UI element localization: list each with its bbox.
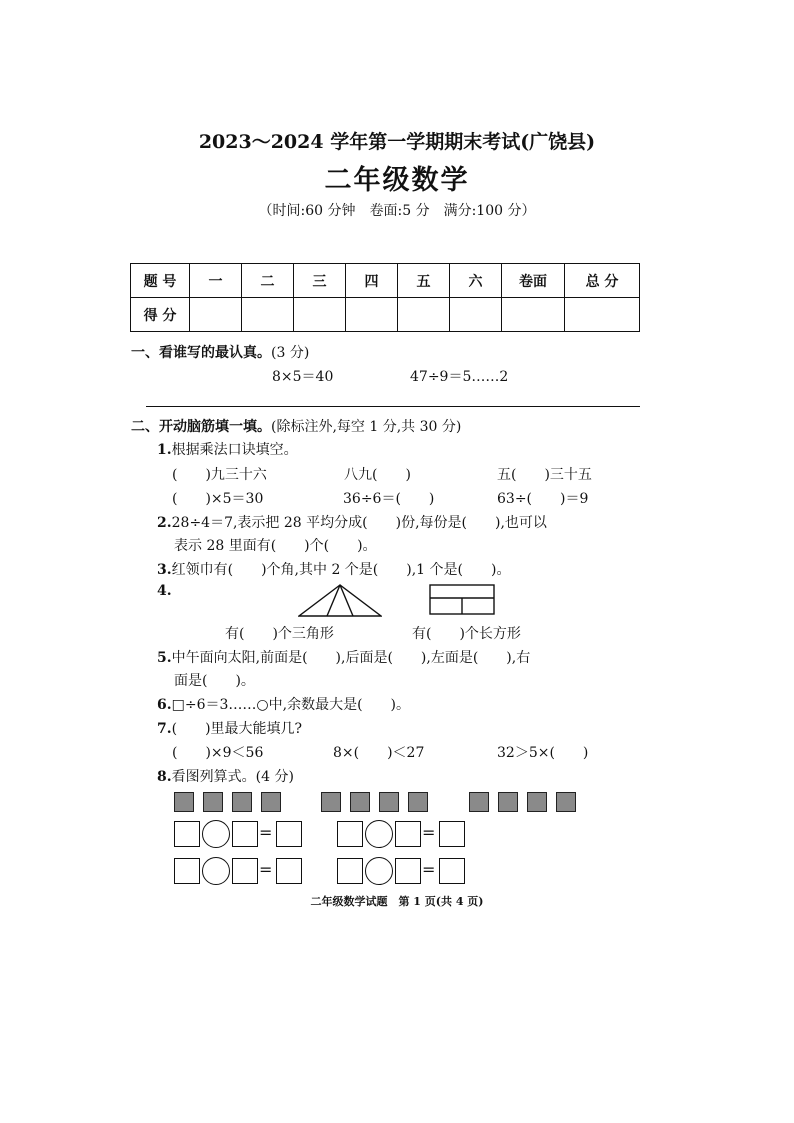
- picture-block: [174, 792, 194, 812]
- q8-number: 8.: [157, 769, 172, 785]
- q1-blank[interactable]: ( )九三十六: [172, 467, 267, 483]
- score-cell[interactable]: [565, 298, 640, 332]
- picture-block: [498, 792, 518, 812]
- score-cell[interactable]: [450, 298, 502, 332]
- equals-sign: =: [422, 823, 436, 842]
- score-cell[interactable]: [502, 298, 565, 332]
- answer-box[interactable]: [276, 821, 302, 847]
- score-header-cell: 二: [242, 264, 294, 298]
- q6-text[interactable]: □÷6＝3……○中,余数最大是( )。: [171, 697, 410, 713]
- equals-sign: =: [259, 860, 273, 879]
- section2-note: (除标注外,每空 1 分,共 30 分): [271, 419, 462, 435]
- answer-box[interactable]: [439, 858, 465, 884]
- q1-blank[interactable]: 36÷6＝( ): [343, 491, 435, 507]
- score-cell[interactable]: [398, 298, 450, 332]
- q5-number: 5.: [157, 650, 172, 666]
- score-header-cell: 总 分: [565, 264, 640, 298]
- q7-text: ( )里最大能填几?: [171, 721, 303, 737]
- picture-block: [350, 792, 370, 812]
- picture-block: [556, 792, 576, 812]
- score-cell[interactable]: [190, 298, 242, 332]
- q5-line2[interactable]: 面是( )。: [174, 673, 255, 689]
- equals-sign: =: [259, 823, 273, 842]
- section1-note: (3 分): [271, 345, 310, 361]
- exam-subject: 二年级数学: [324, 165, 470, 196]
- answer-box[interactable]: [174, 858, 200, 884]
- q3[interactable]: [157, 559, 510, 579]
- q1: [157, 439, 298, 459]
- picture-block: [527, 792, 547, 812]
- operator-circle[interactable]: [365, 857, 393, 885]
- score-header-cell: 五: [398, 264, 450, 298]
- q5-text[interactable]: 中午面向太阳,前面是( ),后面是( ),左面是( ),右: [171, 650, 531, 666]
- q7-blank[interactable]: 32＞5×( ): [497, 745, 589, 761]
- answer-box[interactable]: [337, 821, 363, 847]
- q7-number: 7.: [157, 721, 172, 737]
- picture-block: [321, 792, 341, 812]
- score-header-cell: 六: [450, 264, 502, 298]
- section1-title: 一、看谁写的最认真。: [131, 345, 271, 361]
- q3-number: 3.: [157, 562, 172, 578]
- score-table-header-row: [131, 264, 640, 298]
- q6-number: 6.: [157, 697, 172, 713]
- score-cell[interactable]: [242, 298, 294, 332]
- answer-box[interactable]: [395, 821, 421, 847]
- score-header-cell: 三: [294, 264, 346, 298]
- q8-note: (4 分): [255, 769, 294, 785]
- q4-triangle-caption[interactable]: 有( )个三角形: [225, 626, 334, 642]
- q1-text: 根据乘法口诀填空。: [171, 442, 298, 458]
- picture-block: [203, 792, 223, 812]
- picture-block: [469, 792, 489, 812]
- section2-heading: [131, 416, 461, 436]
- q2-line2[interactable]: 表示 28 里面有( )个( )。: [174, 538, 377, 554]
- answer-box[interactable]: [276, 858, 302, 884]
- q1-blank[interactable]: 八九( ): [344, 467, 411, 483]
- operator-circle[interactable]: [202, 820, 230, 848]
- q1-blank[interactable]: 五( )三十五: [497, 467, 592, 483]
- q5-line1[interactable]: [157, 647, 530, 667]
- q7-blank[interactable]: ( )×9＜56: [172, 745, 264, 761]
- answer-box[interactable]: [232, 858, 258, 884]
- operator-circle[interactable]: [202, 857, 230, 885]
- q1-blank[interactable]: 63÷( )＝9: [497, 491, 589, 507]
- answer-box[interactable]: [232, 821, 258, 847]
- picture-block: [232, 792, 252, 812]
- page-footer: 二年级数学试题 第 1 页(共 4 页): [310, 895, 484, 908]
- picture-block: [379, 792, 399, 812]
- picture-block: [261, 792, 281, 812]
- q8-text: 看图列算式。: [171, 769, 256, 785]
- answer-box[interactable]: [439, 821, 465, 847]
- answer-box[interactable]: [174, 821, 200, 847]
- q3-text[interactable]: 红领巾有( )个角,其中 2 个是( ),1 个是( )。: [171, 562, 511, 578]
- exam-title: 2023～2024 学年第一学期期末考试(广饶县): [198, 131, 596, 153]
- q2-line1[interactable]: [157, 512, 547, 532]
- section1-item: 47÷9＝5……2: [410, 369, 509, 385]
- q2-number: 2.: [157, 515, 172, 531]
- equals-sign: =: [422, 860, 436, 879]
- answer-box[interactable]: [395, 858, 421, 884]
- score-header-cell: 四: [346, 264, 398, 298]
- rectangle-figure: [429, 584, 495, 615]
- score-header-cell: 一: [190, 264, 242, 298]
- score-header-cell: 题 号: [131, 264, 190, 298]
- q7: [157, 718, 302, 738]
- section1-heading: [131, 342, 309, 362]
- answer-box[interactable]: [337, 858, 363, 884]
- q1-blank[interactable]: ( )×5＝30: [172, 491, 264, 507]
- score-row-label: 得 分: [131, 298, 190, 332]
- q6[interactable]: [157, 694, 410, 714]
- picture-block: [408, 792, 428, 812]
- section1-item: 8×5＝40: [272, 369, 334, 385]
- q2-text[interactable]: 28÷4＝7,表示把 28 平均分成( )份,每份是( ),也可以: [171, 515, 547, 531]
- score-table-score-row: [131, 298, 640, 332]
- score-header-cell: 卷面: [502, 264, 565, 298]
- section2-title: 二、开动脑筋填一填。: [131, 419, 271, 435]
- exam-meta: （时间:60 分钟 卷面:5 分 满分:100 分）: [258, 203, 536, 219]
- q4-number: 4.: [157, 583, 172, 599]
- score-table: [130, 263, 640, 332]
- score-cell[interactable]: [294, 298, 346, 332]
- triangle-figure: [298, 584, 382, 618]
- q4-rectangle-caption[interactable]: 有( )个长方形: [412, 626, 521, 642]
- q7-blank[interactable]: 8×( )＜27: [333, 745, 425, 761]
- q8: [157, 766, 294, 786]
- operator-circle[interactable]: [365, 820, 393, 848]
- q1-number: 1.: [157, 442, 172, 458]
- score-cell[interactable]: [346, 298, 398, 332]
- writing-line[interactable]: [146, 406, 640, 407]
